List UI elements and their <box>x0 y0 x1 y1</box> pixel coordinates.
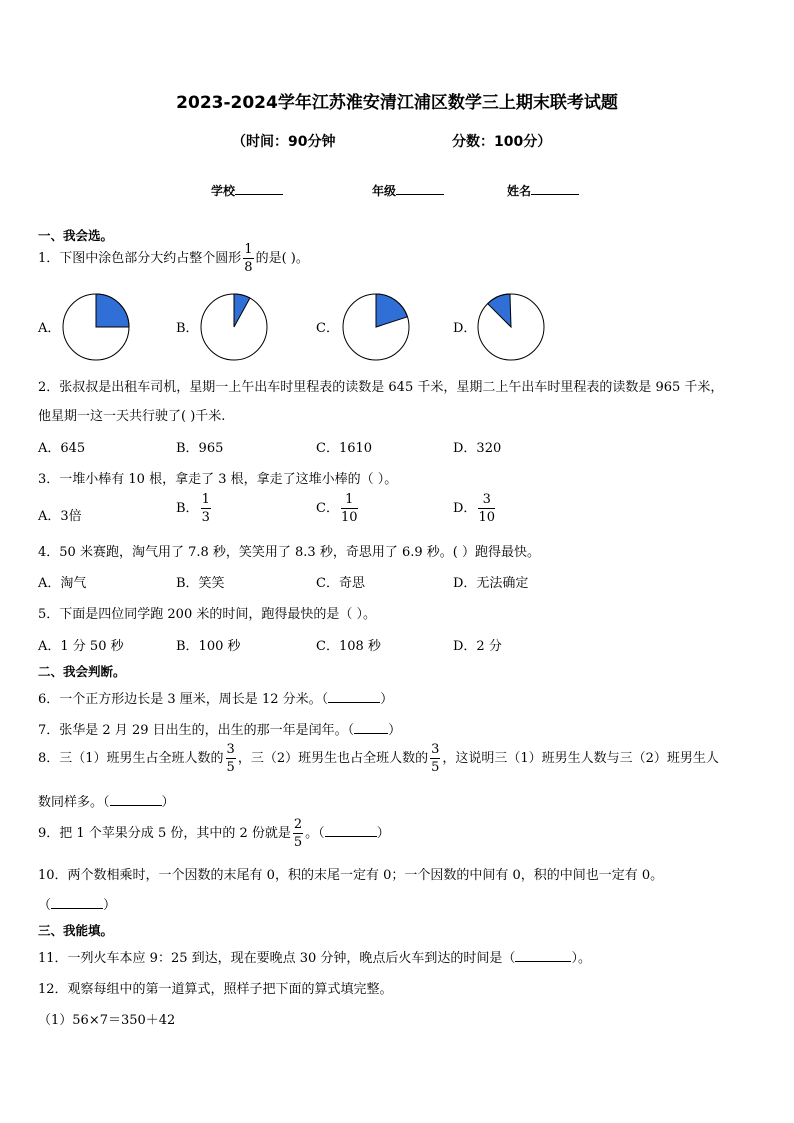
q8-text-b: ，三（2）班男生也占全班人数的 <box>237 751 429 766</box>
q7-text: 7．张华是 2 月 29 日出生的，出生的那一年是闰年。（ <box>38 723 355 738</box>
q3-option-b-fraction <box>201 493 211 524</box>
q11-answer-blank[interactable] <box>515 949 571 962</box>
question-3: 3．一堆小棒有 10 根，拿走了 3 根，拿走了这堆小棒的（ ）。 <box>38 472 398 487</box>
q3-option-b-label: B． <box>176 501 199 516</box>
q9-close: ） <box>376 826 390 841</box>
q2-option-d[interactable]: D．320 <box>453 441 502 456</box>
q8-num1: 3 <box>226 742 235 757</box>
question-1 <box>38 243 309 274</box>
q3-option-c-label: C． <box>316 501 339 516</box>
q4-option-c[interactable]: C．奇思 <box>316 576 365 591</box>
question-9 <box>38 818 390 849</box>
exam-score: 分数：100分） <box>452 134 552 150</box>
q2-option-c[interactable]: C．1610 <box>316 441 373 456</box>
q1-option-b-label[interactable]: B． <box>176 321 199 336</box>
question-2-line2: 他星期一这一天共行驶了( )千米. <box>38 409 226 424</box>
school-blank[interactable] <box>235 182 283 195</box>
question-12-part1: （1）56×7＝350＋42 <box>38 1013 176 1028</box>
q8-den1: 5 <box>226 760 235 775</box>
q1-suffix: 的是( )。 <box>255 251 309 266</box>
question-10-answer <box>38 894 116 913</box>
q4-option-a[interactable]: A．淘气 <box>38 576 87 591</box>
q8-fraction-1 <box>226 743 236 774</box>
question-8-line2 <box>38 791 175 810</box>
q9-fraction <box>293 818 303 849</box>
question-4: 4．50 米赛跑，淘气用了 7.8 秒，笑笑用了 8.3 秒，奇思用了 6.9 秒。( ）跑得最快。 <box>38 545 540 560</box>
q8-text-a: 8．三（1）班男生占全班人数的 <box>38 751 224 766</box>
q9-den: 5 <box>293 835 303 850</box>
q5-option-b[interactable]: B．100 秒 <box>176 639 241 654</box>
q3-b-num: 1 <box>201 492 210 507</box>
q8-fraction-2 <box>430 743 440 774</box>
q10-answer-blank[interactable] <box>51 896 103 909</box>
q1-option-d-label[interactable]: D． <box>453 321 477 336</box>
q1-option-c-circle[interactable] <box>341 292 411 362</box>
q3-option-a[interactable]: A．3倍 <box>38 509 82 524</box>
grade-label: 年级 <box>372 184 397 198</box>
exam-time: （时间：90分钟 <box>232 134 336 150</box>
q8-text-c: ，这说明三（1）班男生人数与三（2）班男生人 <box>442 751 719 766</box>
q6-text: 6．一个正方形边长是 3 厘米，周长是 12 分米。（ <box>38 692 329 707</box>
q3-option-c-fraction <box>341 493 358 524</box>
q8-close: ） <box>161 795 175 810</box>
question-11 <box>38 947 591 966</box>
q3-option-d-fraction <box>478 493 495 524</box>
q6-close: ） <box>380 692 394 707</box>
q9-text-b: 。（ <box>305 826 325 841</box>
grade-field[interactable] <box>372 182 444 199</box>
q11-text: 11．一列火车本应 9：25 到达，现在要晚点 30 分钟，晚点后火车到达的时间是（ <box>38 951 516 966</box>
q9-text-a: 9．把 1 个苹果分成 5 份，其中的 2 份就是 <box>38 826 291 841</box>
q3-d-num: 3 <box>478 493 495 509</box>
q10-close: ） <box>103 898 117 913</box>
name-blank[interactable] <box>531 182 579 195</box>
section-2-heading: 二、我会判断。 <box>38 664 126 679</box>
q4-option-b[interactable]: B．笑笑 <box>176 576 225 591</box>
q3-option-b[interactable] <box>176 493 213 524</box>
q8-line2-text: 数同样多。（ <box>38 795 110 810</box>
name-label: 姓名 <box>507 184 532 198</box>
q1-option-d-circle[interactable] <box>476 292 546 362</box>
q9-answer-blank[interactable] <box>325 824 377 837</box>
q7-close: ） <box>388 723 402 738</box>
section-1-heading: 一、我会选。 <box>38 228 114 243</box>
q2-option-b[interactable]: B．965 <box>176 441 224 456</box>
q1-fraction <box>243 243 253 274</box>
question-8-line1 <box>38 743 719 774</box>
q10-open: （ <box>38 898 52 913</box>
q3-option-d-label: D． <box>453 501 477 516</box>
q5-option-a[interactable]: A．1 分 50 秒 <box>38 639 124 654</box>
q1-option-a-circle[interactable] <box>61 292 131 362</box>
q4-option-d[interactable]: D．无法确定 <box>453 576 529 591</box>
q1-prefix: 1．下图中涂色部分大约占整个圆形 <box>38 251 242 266</box>
q3-c-num: 1 <box>341 493 358 509</box>
grade-blank[interactable] <box>396 182 444 195</box>
section-3-heading: 三、我能填。 <box>38 923 114 938</box>
q7-answer-blank[interactable] <box>354 721 388 734</box>
q8-answer-blank[interactable] <box>110 793 162 806</box>
school-field[interactable] <box>211 182 283 199</box>
q3-d-den: 10 <box>478 510 495 525</box>
q1-frac-den: 8 <box>244 260 253 275</box>
q3-b-den: 3 <box>201 510 210 525</box>
q1-option-a-shaded-slice <box>96 294 129 327</box>
q5-option-c[interactable]: C．108 秒 <box>316 639 381 654</box>
question-10: 10．两个数相乘时，一个因数的末尾有 0，积的末尾一定有 0；一个因数的中间有 0，积的中间也一定有 0。 <box>38 868 664 883</box>
q1-frac-num: 1 <box>244 242 253 257</box>
question-5: 5．下面是四位同学跑 200 米的时间，跑得最快的是（ ）。 <box>38 607 376 622</box>
q2-option-a[interactable]: A．645 <box>38 441 86 456</box>
question-7 <box>38 719 401 738</box>
question-6 <box>38 688 393 707</box>
question-12: 12．观察每组中的第一道算式，照样子把下面的算式填完整。 <box>38 982 393 997</box>
q9-num: 2 <box>293 817 303 832</box>
q1-option-a-label[interactable]: A． <box>38 321 61 336</box>
q6-answer-blank[interactable] <box>328 690 380 703</box>
q3-option-c[interactable] <box>316 493 360 524</box>
q3-option-d[interactable] <box>453 493 497 524</box>
q8-den2: 5 <box>431 760 440 775</box>
exam-title: 2023-2024学年江苏淮安清江浦区数学三上期末联考试题 <box>176 93 618 113</box>
name-field[interactable] <box>507 182 579 199</box>
school-label: 学校 <box>211 184 236 198</box>
q1-option-b-circle[interactable] <box>199 292 269 362</box>
q5-option-d[interactable]: D．2 分 <box>453 639 502 654</box>
q8-num2: 3 <box>431 742 440 757</box>
q3-c-den: 10 <box>340 510 358 525</box>
q1-option-c-label[interactable]: C． <box>316 321 339 336</box>
question-2-line1: 2．张叔叔是出租车司机，星期一上午出车时里程表的读数是 645 千米，星期二上午出车时里程表的读数是 965 千米， <box>38 380 724 395</box>
q11-close: ）。 <box>571 951 591 966</box>
